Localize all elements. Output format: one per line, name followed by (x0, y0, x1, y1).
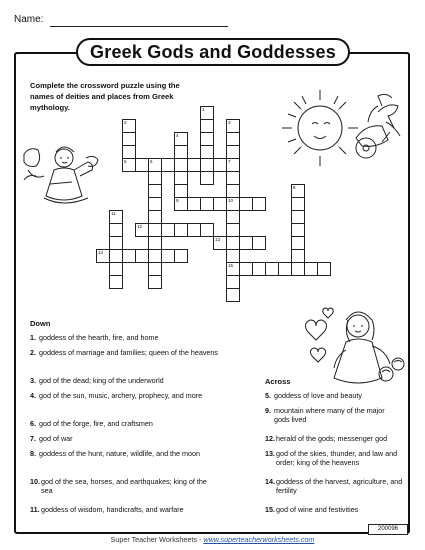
crossword-cell[interactable] (226, 158, 240, 172)
crossword-cell[interactable] (252, 197, 266, 211)
title-banner (76, 38, 350, 66)
crossword-cell[interactable] (174, 184, 188, 198)
crossword-cell[interactable] (148, 197, 162, 211)
crossword-cell[interactable] (226, 119, 240, 133)
clue-number: 7 (228, 159, 231, 164)
crossword-cell[interactable] (174, 171, 188, 185)
crossword-cell[interactable] (200, 132, 214, 146)
crossword-cell[interactable] (226, 223, 240, 237)
across-clue: 15. god of wine and festivities (265, 505, 359, 514)
crossword-cell[interactable] (174, 158, 188, 172)
crossword-cell[interactable] (200, 223, 214, 237)
crossword-cell[interactable] (148, 236, 162, 250)
crossword-cell[interactable] (291, 236, 305, 250)
crossword-cell[interactable] (187, 158, 201, 172)
crossword-cell[interactable] (174, 197, 188, 211)
crossword-cell[interactable] (135, 223, 149, 237)
clue-number: 14 (98, 250, 104, 255)
footer-text: Super Teacher Worksheets - (110, 535, 204, 544)
clue-number: 4 (176, 133, 179, 138)
crossword-cell[interactable] (122, 119, 136, 133)
crossword-cell[interactable] (213, 158, 227, 172)
crossword-cell[interactable] (200, 106, 214, 120)
crossword-cell[interactable] (109, 236, 123, 250)
apollo-chariot-illustration (282, 82, 406, 178)
crossword-cell[interactable] (317, 262, 331, 276)
down-clue: 1. goddess of the hearth, fire, and home (30, 333, 159, 342)
crossword-cell[interactable] (226, 275, 240, 289)
crossword-cell[interactable] (174, 223, 188, 237)
crossword-cell[interactable] (109, 275, 123, 289)
crossword-cell[interactable] (148, 210, 162, 224)
crossword-cell[interactable] (122, 145, 136, 159)
across-heading: Across (265, 377, 291, 386)
crossword-cell[interactable] (96, 249, 110, 263)
crossword-cell[interactable] (161, 223, 175, 237)
clue-number: 1 (202, 107, 205, 112)
down-clue: 7. god of war (30, 434, 73, 443)
down-clue: 11. goddess of wisdom, handicrafts, and warfare (30, 505, 184, 514)
across-clue: 14. goddess of the harvest, agriculture, and fertility (265, 477, 403, 496)
crossword-cell[interactable] (161, 158, 175, 172)
footer (0, 535, 425, 544)
clue-number: 9 (176, 198, 179, 203)
crossword-cell[interactable] (174, 145, 188, 159)
clue-number: 10 (228, 198, 234, 203)
crossword-cell[interactable] (200, 145, 214, 159)
down-clue: 3. god of the dead; king of the underworld (30, 376, 164, 385)
across-clue: 9. mountain where many of the major gods lived (265, 406, 385, 425)
down-heading: Down (30, 319, 51, 328)
crossword-cell[interactable] (252, 236, 266, 250)
crossword-cell[interactable] (291, 249, 305, 263)
crossword-cell[interactable] (148, 171, 162, 185)
crossword-cell[interactable] (226, 132, 240, 146)
crossword-cell[interactable] (174, 132, 188, 146)
footer-link[interactable]: www.superteacherworksheets.com (203, 535, 315, 544)
crossword-cell[interactable] (239, 197, 253, 211)
clue-number: 5 (124, 159, 127, 164)
crossword-cell[interactable] (226, 288, 240, 302)
crossword-cell[interactable] (187, 223, 201, 237)
down-clue: 10. god of the sea, horses, and earthquakes; king of the sea (30, 477, 207, 496)
clue-number: 15 (228, 263, 234, 268)
clue-number: 13 (215, 237, 221, 242)
clue-number: 12 (137, 224, 143, 229)
crossword-cell[interactable] (291, 184, 305, 198)
instructions: Complete the crossword puzzle using the names of deities and places from Greek mythology. (30, 81, 180, 112)
god-illustration-left (20, 140, 102, 210)
crossword-cell[interactable] (278, 262, 292, 276)
crossword-cell[interactable] (226, 236, 240, 250)
crossword-cell[interactable] (148, 249, 162, 263)
crossword-cell[interactable] (265, 262, 279, 276)
crossword-cell[interactable] (291, 210, 305, 224)
crossword-cell[interactable] (148, 158, 162, 172)
clue-number: 6 (150, 159, 153, 164)
crossword-cell[interactable] (304, 262, 318, 276)
page-title: Greek Gods and Goddesses (90, 41, 336, 62)
across-clue: 12. herald of the gods; messenger god (265, 434, 388, 443)
crossword-cell[interactable] (109, 262, 123, 276)
clue-number: 11 (111, 211, 116, 216)
crossword-cell[interactable] (109, 249, 123, 263)
crossword-cell[interactable] (213, 197, 227, 211)
crossword-cell[interactable] (252, 262, 266, 276)
crossword-cell[interactable] (200, 119, 214, 133)
clue-number: 8 (293, 185, 296, 190)
crossword-cell[interactable] (200, 158, 214, 172)
crossword-cell[interactable] (174, 249, 188, 263)
crossword-cell[interactable] (226, 171, 240, 185)
crossword-cell[interactable] (135, 158, 149, 172)
crossword-cell[interactable] (226, 210, 240, 224)
across-clue: 5. goddess of love and beauty (265, 391, 362, 400)
down-clue: 8. goddess of the hunt, nature, wildlife, and the moon (30, 449, 201, 458)
clue-number: 2 (124, 120, 127, 125)
crossword-cell[interactable] (187, 197, 201, 211)
aphrodite-illustration (302, 302, 406, 388)
crossword-cell[interactable] (161, 249, 175, 263)
crossword-cell[interactable] (291, 223, 305, 237)
worksheet-code: 200096 (368, 524, 408, 535)
crossword-cell[interactable] (109, 223, 123, 237)
crossword-cell[interactable] (226, 249, 240, 263)
crossword-cell[interactable] (148, 275, 162, 289)
crossword-cell[interactable] (226, 197, 240, 211)
crossword-cell[interactable] (200, 171, 214, 185)
crossword-cell[interactable] (109, 210, 123, 224)
crossword-cell[interactable] (135, 249, 149, 263)
crossword-cell[interactable] (122, 249, 136, 263)
name-label: Name: (14, 14, 44, 25)
crossword-cell[interactable] (148, 184, 162, 198)
clue-number: 3 (228, 120, 231, 125)
crossword-cell[interactable] (148, 262, 162, 276)
crossword-cell[interactable] (226, 184, 240, 198)
crossword-cell[interactable] (122, 132, 136, 146)
crossword-cell[interactable] (291, 197, 305, 211)
crossword-cell[interactable] (226, 145, 240, 159)
down-clue: 6. god of the forge, fire, and craftsmen (30, 419, 153, 428)
crossword-cell[interactable] (239, 262, 253, 276)
crossword-cell[interactable] (226, 262, 240, 276)
down-clue: 2. goddess of marriage and families; queen of the heavens (30, 348, 219, 357)
crossword-cell[interactable] (291, 262, 305, 276)
crossword-cell[interactable] (122, 158, 136, 172)
crossword-cell[interactable] (213, 236, 227, 250)
crossword-cell[interactable] (148, 223, 162, 237)
across-clue: 13. god of the skies, thunder, and law and order; king of the heavens (265, 449, 398, 468)
name-line[interactable] (50, 26, 228, 27)
down-clue: 4. god of the sun, music, archery, prophecy, and more (30, 391, 203, 400)
crossword-cell[interactable] (200, 197, 214, 211)
crossword-cell[interactable] (239, 236, 253, 250)
